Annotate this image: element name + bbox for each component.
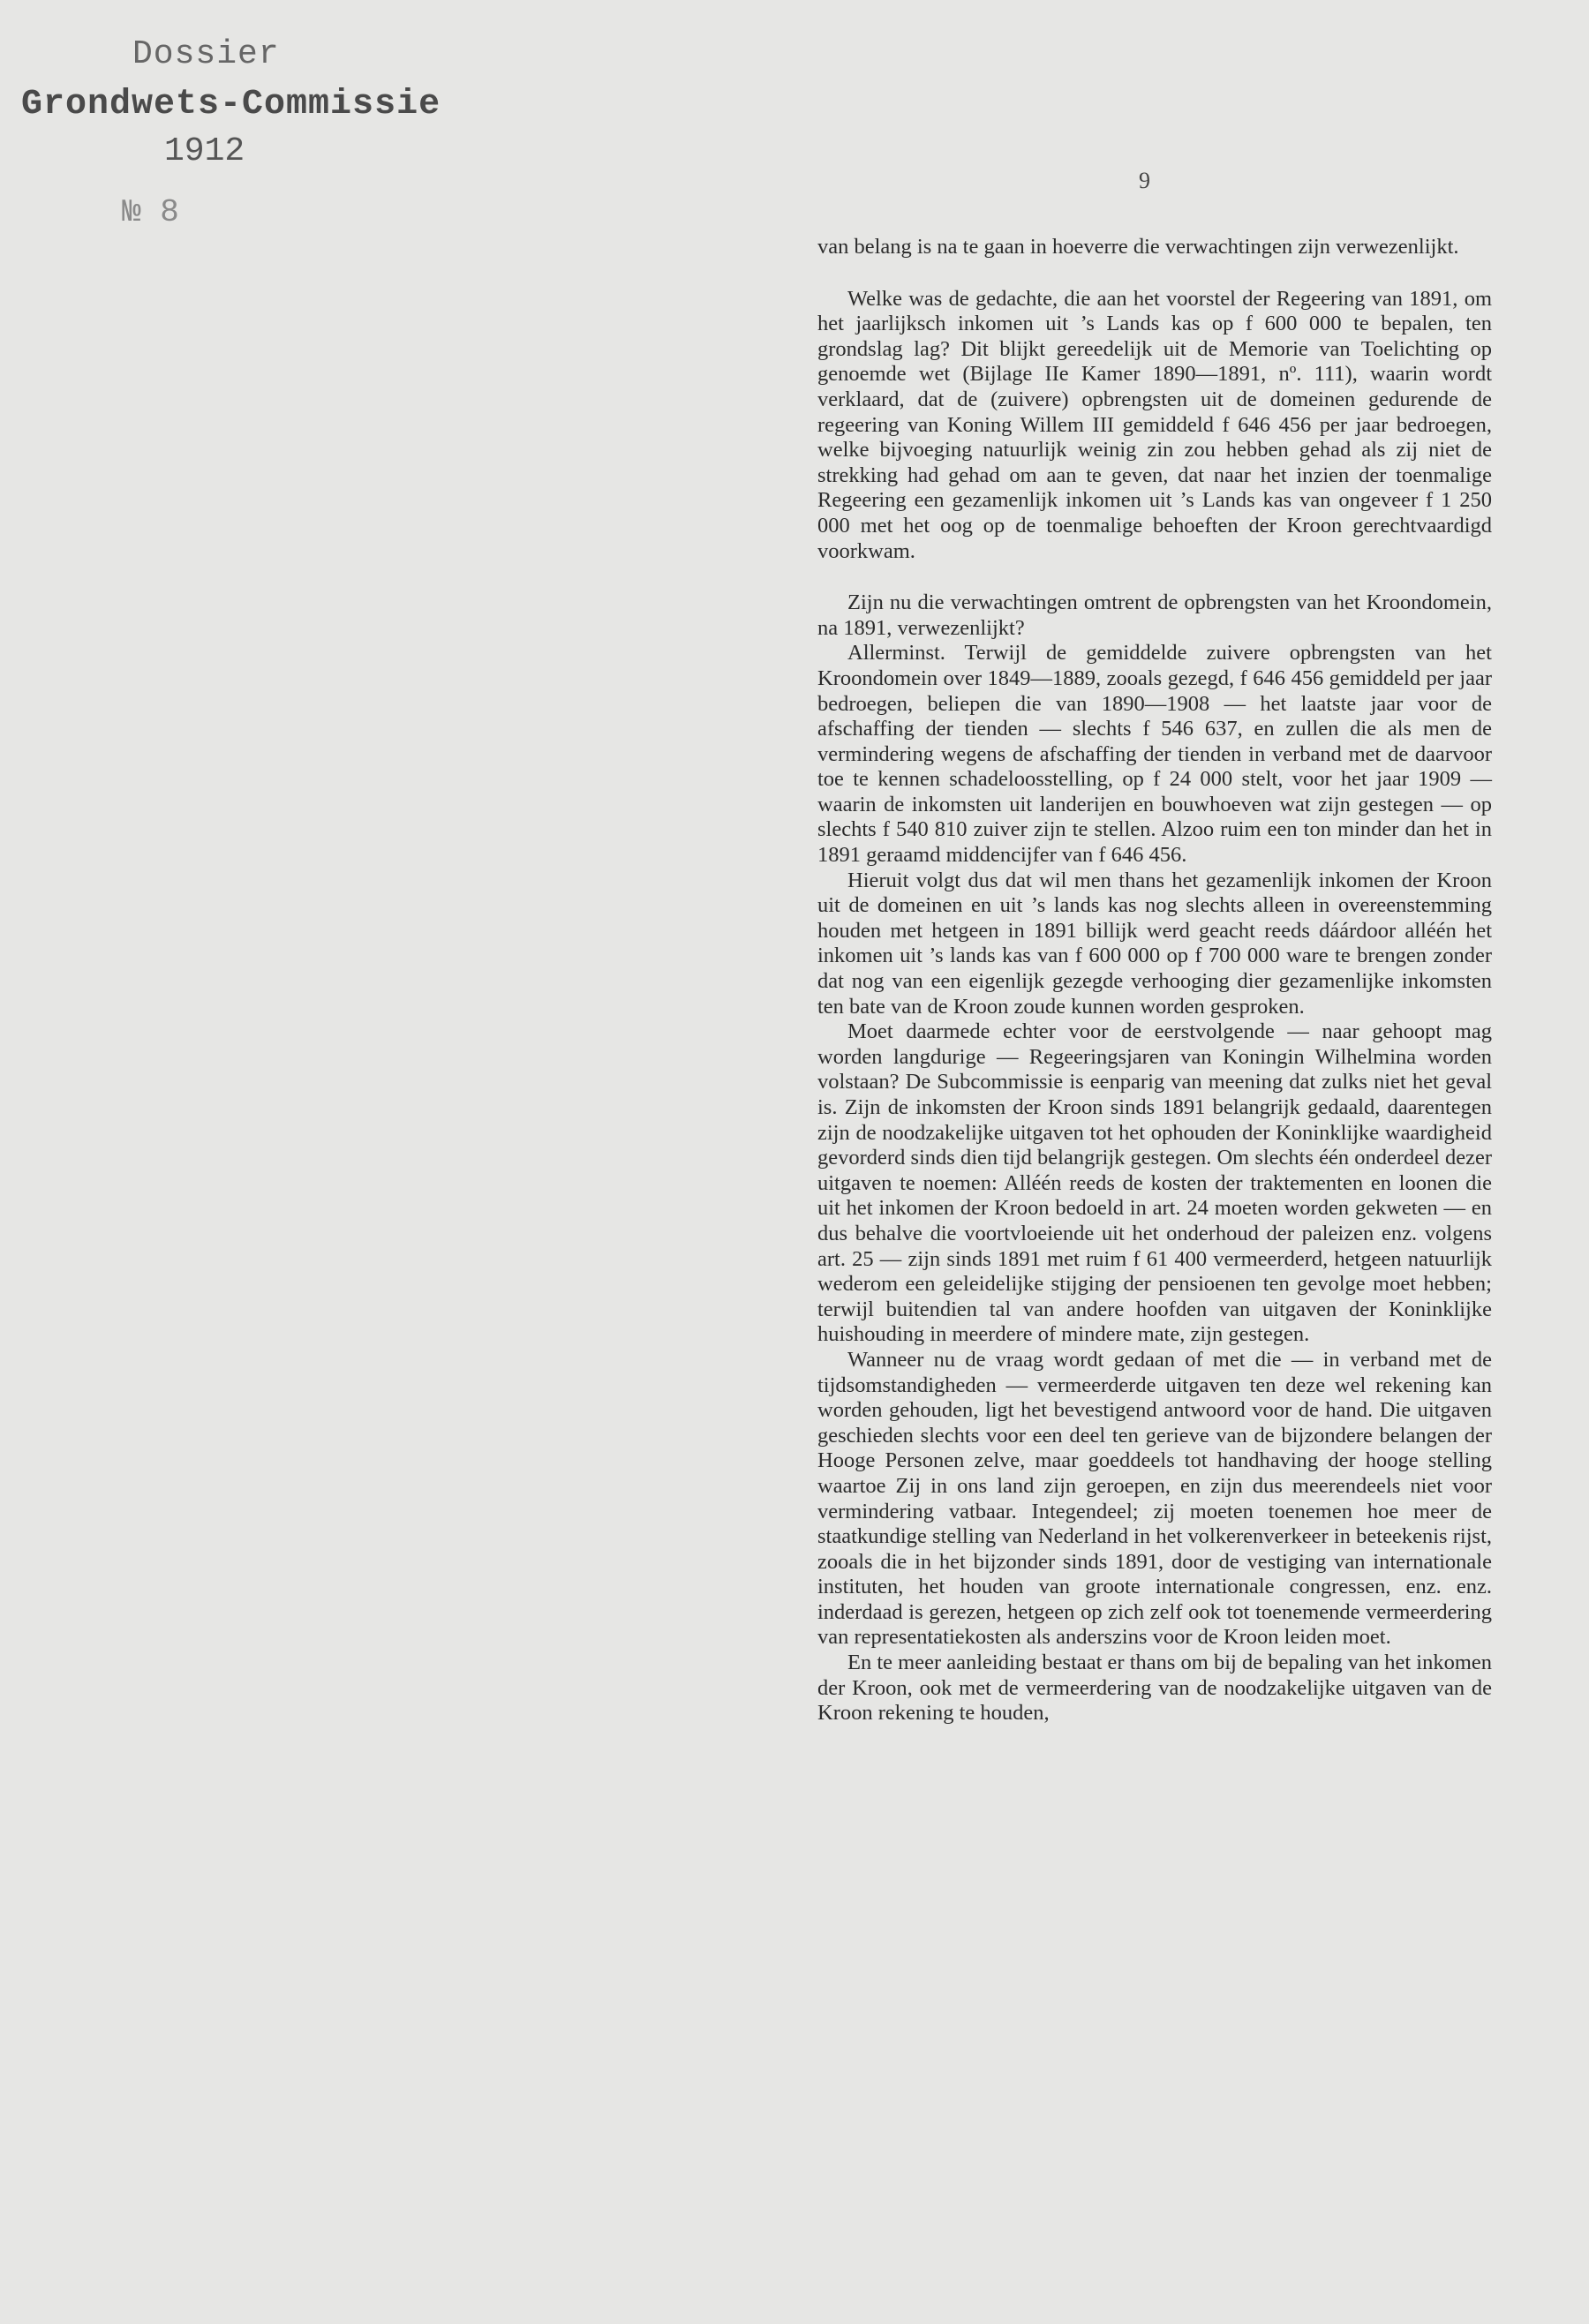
- paragraph: Hieruit volgt dus dat wil men thans het gezamenlijk inkomen der Kroon uit de domeinen en uit ’s lands kas nog slechts alleen in overeenstemming houden met hetgeen in 1891 billijk werd geacht reeds dáárdoor alléén het inkomen uit ’s lands kas van f 600 000 op f 700 000 ware te brengen zonder dat nog van een eigenlijk gezegde verhooging dier gezamenlijke inkomsten ten bate van de Kroon zoude kunnen worden gesproken.: [817, 868, 1492, 1019]
- paragraph: Welke was de gedachte, die aan het voorstel der Regeering van 1891, om het jaarlijksch inkomen uit ’s Lands kas op f 600 000 te bepalen, ten grondslag lag? Dit blijkt gereedelijk uit de Memorie van Toelichting op genoemde wet (Bijlage IIe Kamer 1890—1891, nº. 111), waarin wordt verklaard, dat de (zuivere) opbrengsten uit de domeinen gedurende de regeering van Koning Willem III gemiddeld f 646 456 per jaar bedroegen, welke bijvoeging natuurlijk weinig zin zou hebben gehad als zij niet de strekking had gehad om aan te geven, dat naar het inzien der toenmalige Regeering een gezamenlijk inkomen uit ’s Lands kas van ongeveer f 1 250 000 met het oog op de toenmalige behoeften der Kroon gerechtvaardigd voorkwam.: [817, 286, 1492, 563]
- paragraph: Wanneer nu de vraag wordt gedaan of met die — in verband met de tijdsomstandigheden — vermeerderde uitgaven ten deze wel rekening kan worden gehouden, ligt het bevestigend antwoord voor de hand. Die uitgaven geschieden slechts voor een deel ten gerieve van de bijzondere belangen der Hooge Personen zelve, maar goeddeels tot handhaving der hooge stelling waartoe Zij in ons land zijn geroepen, en zijn dus meerendeels niet voor vermindering vatbaar. Integendeel; zij moeten toenemen hoe meer de staatkundige stelling van Nederland in het volkerenverkeer in beteekenis rijst, zooals die in het bijzonder sinds 1891, door de vestiging van internationale instituten, het houden van groote internationale congressen, enz. enz. inderdaad is gerezen, hetgeen op zich zelf ook tot toenemende vermeerdering van representatiekosten als anderszins voor de Kroon leiden moet.: [817, 1347, 1492, 1650]
- stamp-commission-line: Grondwets-Commissie: [21, 85, 441, 124]
- stamp-year-line: 1912: [164, 132, 245, 170]
- paragraph: Moet daarmede echter voor de eerstvolgende — naar gehoopt mag worden langdurige — Regeeringsjaren van Koningin Wilhelmina worden volstaan? De Subcommissie is eenparig van meening dat zulks niet het geval is. Zijn de inkomsten der Kroon sinds 1891 belangrijk gedaald, daarentegen zijn de noodzakelijke uitgaven tot het ophouden der Koninklijke waardigheid gevorderd sinds dien tijd belangrijk gestegen. Om slechts één onderdeel dezer uitgaven te noemen: Alléén reeds de kosten der traktementen en loonen die uit het inkomen der Kroon bedoeld in art. 24 moeten worden gekweten — en dus behalve die voortvloeiende uit het onderhoud der paleizen enz. volgens art. 25 — zijn sinds 1891 met ruim f 61 400 vermeerderd, hetgeen natuurlijk wederom een geleidelijke stijging der pensioenen ten gevolge moet hebben; terwijl buitendien tal van andere hoofden van uitgaven der Koninklijke huishouding in meerdere of mindere mate, zijn gestegen.: [817, 1019, 1493, 1347]
- paragraph: En te meer aanleiding bestaat er thans om bij de bepaling van het inkomen der Kroon, ook met de vermeerdering van de noodzakelijke uitgaven van de Kroon rekening te houden,: [817, 1651, 1492, 1726]
- stamp-dossier-line: Dossier: [132, 35, 280, 73]
- stamp-number-line: № 8: [122, 194, 179, 230]
- paragraph: Allerminst. Terwijl de gemiddelde zuivere opbrengsten van het Kroondomein over 1849—1889, zooals gezegd, f 646 456 gemiddeld per jaar bedroegen, beliepen die van 1890—1908 — het laatste jaar voor de afschaffing der tienden — slechts f 546 637, en zullen die als men de vermindering wegens de afschaffing der tienden in verband met de daarvoor toe te kennen schadeloosstelling, op f 24 000 stelt, voor het jaar 1909 — waarin de inkomsten uit landerijen en bouwhoeven wat zijn gestegen — op slechts f 540 810 zuiver zijn te stellen. Alzoo ruim een ton minder dan het in 1891 geraamd middencijfer van f 646 456.: [817, 641, 1492, 868]
- paragraph: Zijn nu die verwachtingen omtrent de opbrengsten van het Kroondomein, na 1891, verwezenlijkt?: [817, 590, 1492, 640]
- paragraph: van belang is na te gaan in hoeverre die verwachtingen zijn verwezenlijkt.: [817, 235, 1459, 259]
- text-column: [817, 235, 1492, 1726]
- page-number: 9: [1139, 168, 1150, 193]
